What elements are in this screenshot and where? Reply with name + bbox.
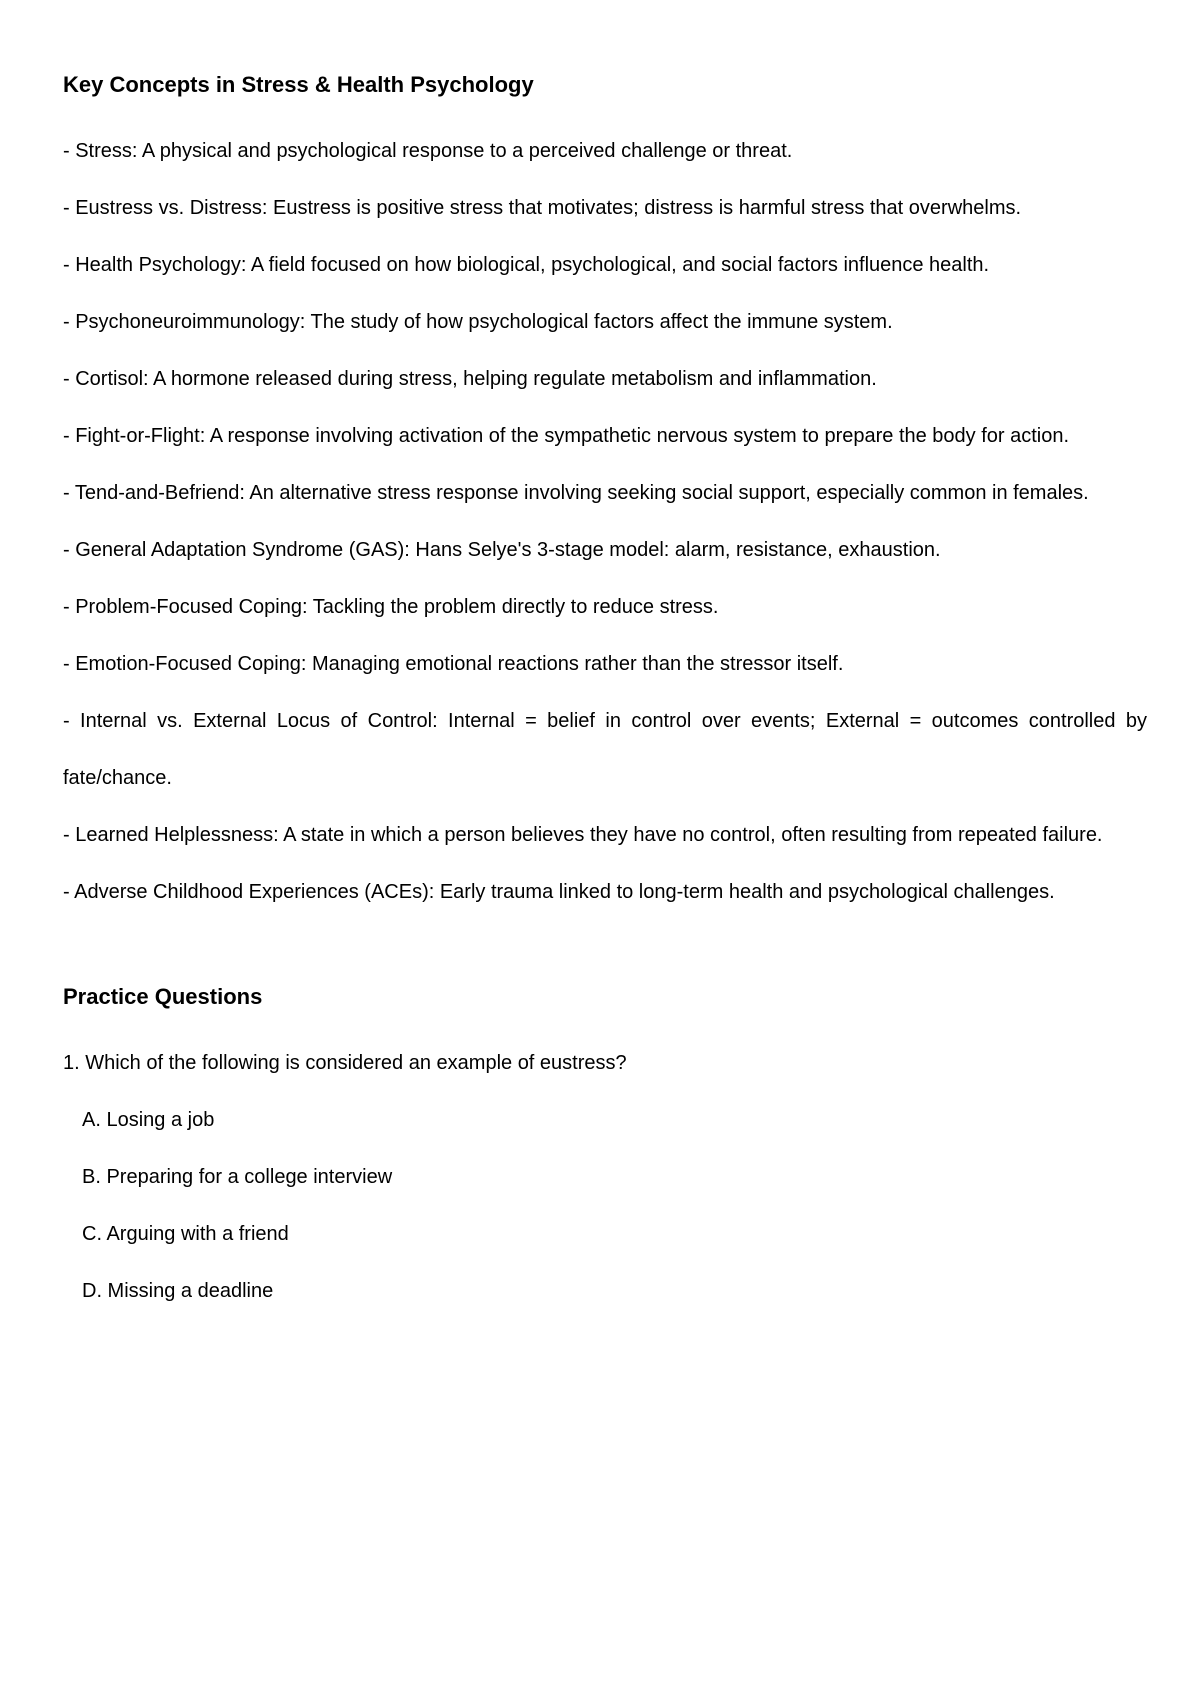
concept-tend-and-befriend: - Tend-and-Befriend: An alternative stress response involving seeking social support, especially common in females.: [63, 482, 1089, 504]
concept-problem-focused-coping: - Problem-Focused Coping: Tackling the problem directly to reduce stress.: [63, 596, 719, 618]
practice-questions-heading: Practice Questions: [63, 984, 263, 1009]
concept-health-psychology: - Health Psychology: A field focused on how biological, psychological, and social factors influence health.: [63, 254, 990, 276]
concept-aces: - Adverse Childhood Experiences (ACEs): Early trauma linked to long-term health and psychological challenges.: [63, 881, 1055, 903]
question-1-option-d: D. Missing a deadline: [82, 1280, 274, 1302]
question-1-option-a: A. Losing a job: [82, 1109, 215, 1131]
question-1-option-b: B. Preparing for a college interview: [82, 1166, 393, 1188]
concept-stress: - Stress: A physical and psychological response to a perceived challenge or threat.: [63, 140, 793, 162]
concept-locus-of-control: - Internal vs. External Locus of Control: Internal = belief in control over events; External = outcomes controlled by fate/chance.: [63, 710, 1147, 789]
concept-gas: - General Adaptation Syndrome (GAS): Hans Selye's 3-stage model: alarm, resistance, exhaustion.: [63, 539, 941, 561]
question-1-option-c: C. Arguing with a friend: [82, 1223, 289, 1245]
concept-learned-helplessness: - Learned Helplessness: A state in which a person believes they have no control, often resulting from repeated failure.: [63, 824, 1103, 846]
concept-emotion-focused-coping: - Emotion-Focused Coping: Managing emotional reactions rather than the stressor itself.: [63, 653, 844, 675]
key-concepts-heading: Key Concepts in Stress & Health Psychology: [63, 72, 534, 97]
document-content: [63, 66, 1147, 1320]
concept-psychoneuroimmunology: - Psychoneuroimmunology: The study of how psychological factors affect the immune system.: [63, 311, 893, 333]
concept-fight-or-flight: - Fight-or-Flight: A response involving activation of the sympathetic nervous system to prepare the body for action.: [63, 425, 1070, 447]
question-1: 1. Which of the following is considered an example of eustress?: [63, 1052, 627, 1074]
section-spacer: [63, 921, 1147, 978]
concept-eustress-distress: - Eustress vs. Distress: Eustress is positive stress that motivates; distress is harmful stress that overwhelms.: [63, 197, 1022, 219]
concept-cortisol: - Cortisol: A hormone released during stress, helping regulate metabolism and inflammation.: [63, 368, 877, 390]
